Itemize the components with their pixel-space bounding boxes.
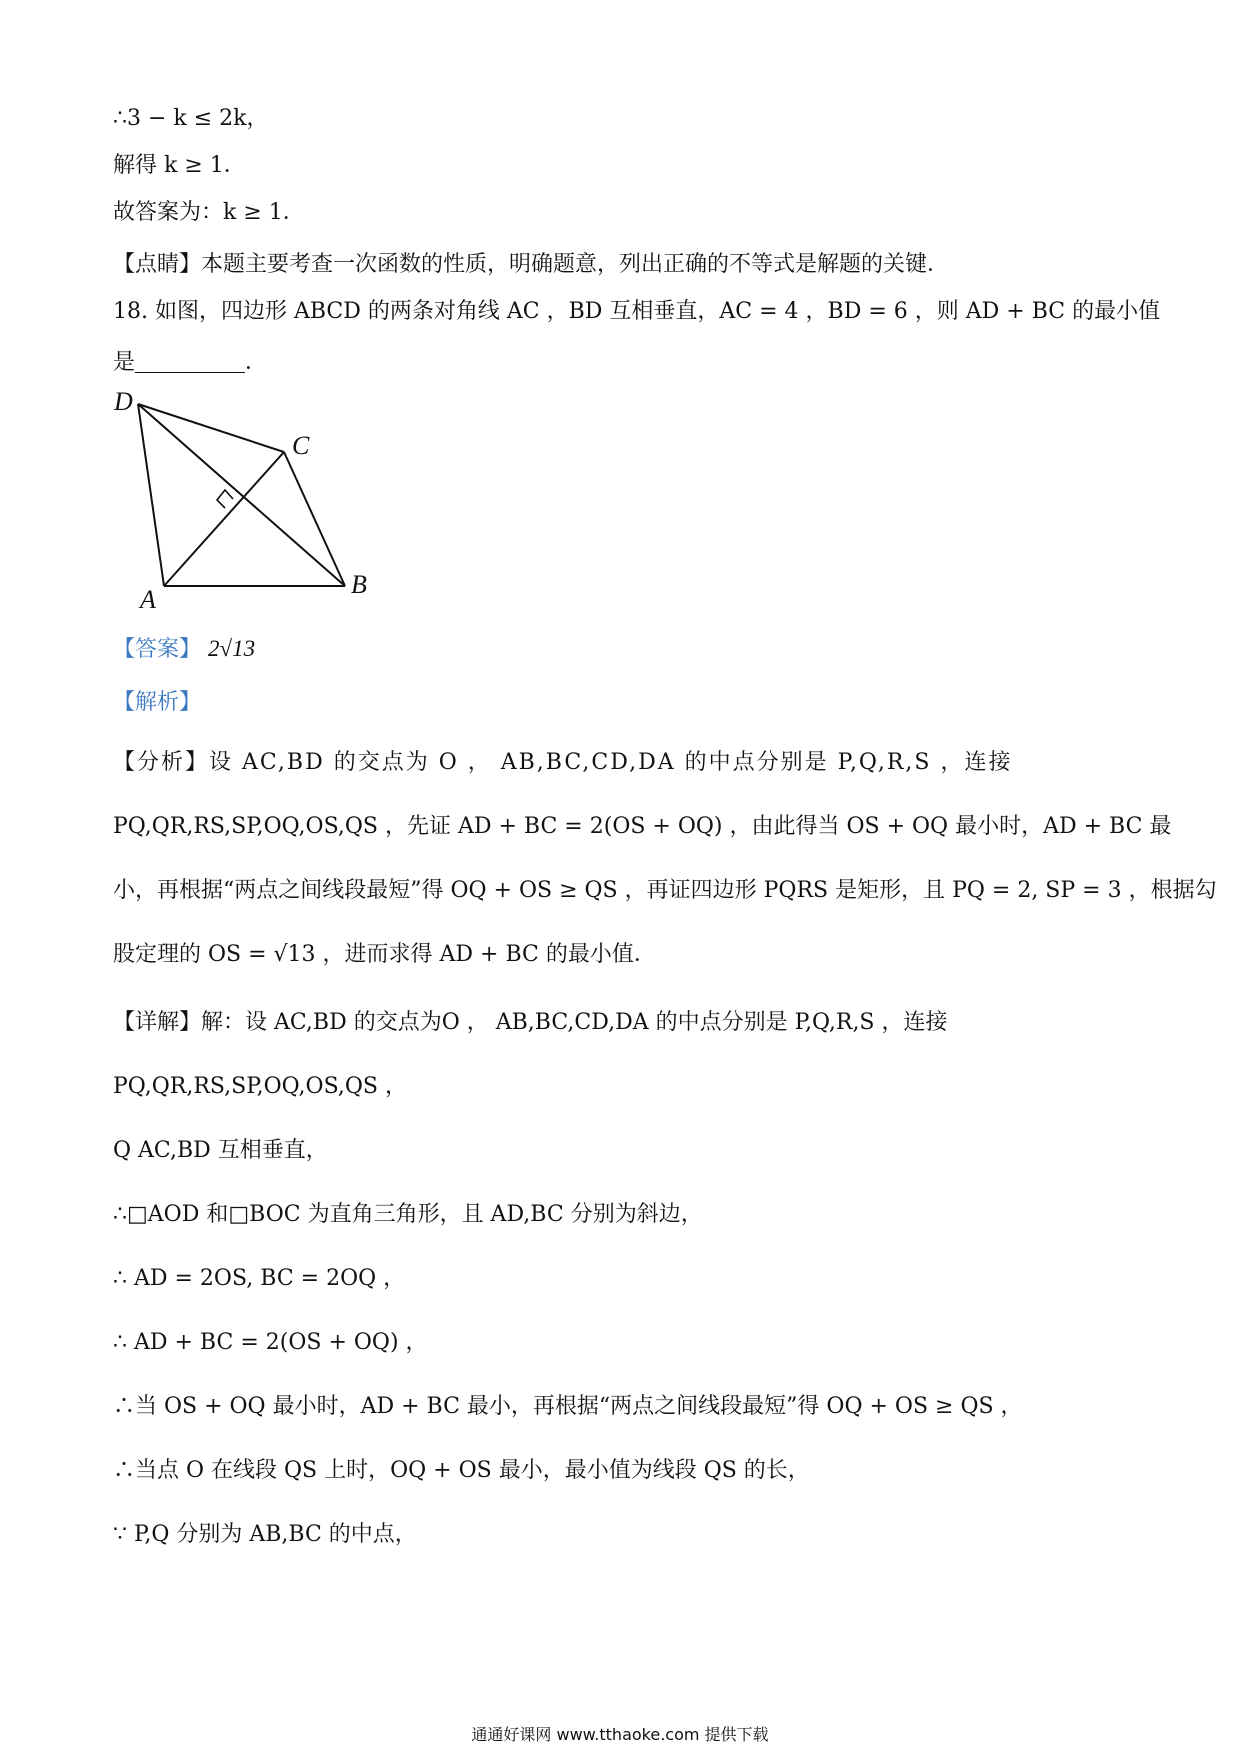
answer-line: 故答案为：k ≥ 1． (113, 200, 305, 225)
analysis-line-2: PQ,QR,RS,SP,OQ,OS,QS ，先证 AD + BC = 2(OS + OQ) ，由此得当 OS + OQ 最小时，AD + BC 最 (113, 814, 1172, 839)
solve-line: 解得 k ≥ 1． (113, 153, 246, 178)
label-c: C (292, 431, 310, 460)
detail-line-6: ∴ AD + BC = 2(OS + OQ) ， (113, 1330, 428, 1355)
answer-blank (135, 350, 245, 373)
analysis-line-4: 股定理的 OS = √13 ，进而求得 AD + BC 的最小值． (113, 942, 656, 967)
detail-line-8: ∴当点 O 在线段 QS 上时，OQ + OS 最小，最小值为线段 QS 的长， (113, 1458, 810, 1483)
detail-line-1: 【详解】解：设 AC,BD 的交点为O ， AB,BC,CD,DA 的中点分别是 P,Q,R,S ，连接 (113, 1010, 948, 1035)
edge-cb (284, 452, 345, 586)
right-angle-mark (217, 490, 233, 508)
diagonal-bd (138, 404, 345, 586)
question-18-line-1: 18. 如图，四边形 ABCD 的两条对角线 AC ，BD 互相垂直，AC = 4 ，BD = 6 ，则 AD + BC 的最小值 (113, 299, 1161, 324)
inequality-line: ∴3 − k ≤ 2k， (113, 106, 269, 131)
detail-line-2: PQ,QR,RS,SP,OQ,OS,QS ， (113, 1074, 407, 1099)
label-a: A (140, 585, 156, 608)
diagonal-ac (164, 452, 284, 586)
answer-row (113, 634, 255, 665)
analysis-line-1: 【分析】设 AC,BD 的交点为 O ， AB,BC,CD,DA 的中点分别是 P,Q,R,S ，连接 (113, 750, 1013, 775)
detail-line-7: ∴当 OS + OQ 最小时，AD + BC 最小，再根据“两点之间线段最短”得 OQ + OS ≥ QS ， (113, 1394, 1023, 1419)
edge-da (138, 404, 164, 586)
answer-value: 2√13 (208, 636, 256, 661)
edge-dc (138, 404, 284, 452)
question-18-end: ． (245, 350, 268, 375)
page-footer: 通通好课网 www.tthaoke.com 提供下载 (471, 1725, 769, 1744)
detail-line-5: ∴ AD = 2OS, BC = 2OQ ， (113, 1266, 406, 1291)
detail-line-4: ∴□AOD 和□BOC 为直角三角形，且 AD,BC 分别为斜边， (113, 1202, 703, 1227)
question-18-shi: 是 (113, 350, 136, 375)
label-b: B (351, 570, 367, 599)
analysis-label: 【解析】 (113, 690, 202, 715)
detail-line-9: ∵ P,Q 分别为 AB,BC 的中点， (113, 1522, 417, 1547)
comment-line: 【点睛】本题主要考查一次函数的性质，明确题意，列出正确的不等式是解题的关键． (113, 252, 950, 277)
answer-label: 【答案】 (113, 637, 202, 662)
analysis-line-3: 小，再根据“两点之间线段最短”得 OQ + OS ≥ QS ，再证四边形 PQRS 是矩形，且 PQ = 2, SP = 3 ，根据勾 (113, 878, 1217, 903)
question-18-line-2 (113, 348, 267, 378)
quadrilateral-figure (100, 386, 390, 608)
label-d: D (114, 387, 133, 416)
detail-line-3: Q AC,BD 互相垂直， (113, 1138, 328, 1163)
